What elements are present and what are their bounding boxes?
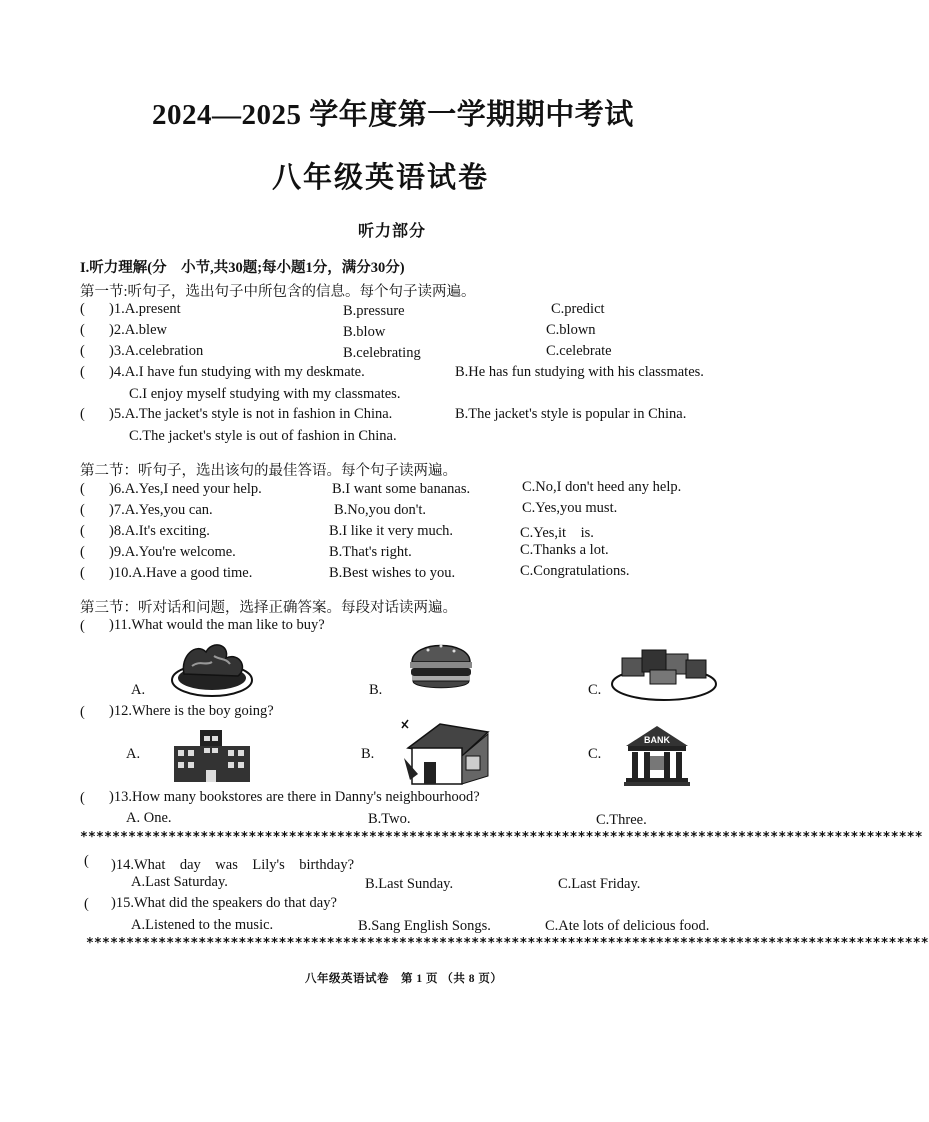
answer-paren[interactable]: ( bbox=[80, 322, 85, 338]
bank-icon bbox=[624, 724, 690, 788]
q9-option-a: )9.A.You're welcome. bbox=[109, 544, 236, 560]
q12-stem: )12.Where is the boy going? bbox=[109, 703, 274, 719]
answer-paren[interactable]: ( bbox=[80, 301, 85, 317]
q12-option-c: C. bbox=[588, 746, 602, 762]
answer-paren[interactable]: ( bbox=[80, 618, 85, 634]
q11-stem: )11.What would the man like to buy? bbox=[109, 617, 325, 633]
q1-option-a: )1.A.present bbox=[109, 301, 181, 317]
q14-stem: )14.What day was Lily's birthday? bbox=[111, 857, 355, 873]
q13-stem: )13.How many bookstores are there in Danny's neighbourhood? bbox=[109, 789, 480, 805]
q4-option-c: C.I enjoy myself studying with my classmates. bbox=[129, 386, 401, 402]
answer-paren[interactable]: ( bbox=[80, 704, 85, 720]
q14-option-b: B.Last Sunday. bbox=[365, 876, 454, 892]
q1-option-b: B.pressure bbox=[343, 303, 405, 319]
q11-option-a: A. bbox=[131, 682, 146, 698]
answer-paren[interactable]: ( bbox=[80, 502, 85, 518]
q3-option-c: C.celebrate bbox=[546, 343, 612, 359]
q13-option-a: A. One. bbox=[126, 810, 172, 826]
divider-stars: ********************************************************************************************************* bbox=[80, 830, 923, 845]
q4-option-a: )4.A.I have fun studying with my deskmate. bbox=[109, 364, 365, 380]
q13-option-b: B.Two. bbox=[368, 811, 411, 827]
answer-paren[interactable]: ( bbox=[80, 481, 85, 497]
q10-option-c: C.Congratulations. bbox=[520, 563, 630, 579]
q10-option-b: B.Best wishes to you. bbox=[329, 565, 456, 581]
answer-paren[interactable]: ( bbox=[84, 853, 89, 869]
q1-option-c: C.predict bbox=[551, 301, 605, 317]
q3-option-a: )3.A.celebration bbox=[109, 343, 204, 359]
q10-option-a: )10.A.Have a good time. bbox=[109, 565, 253, 581]
house-icon bbox=[400, 718, 492, 788]
svg-text:BANK: BANK bbox=[644, 735, 670, 745]
answer-paren[interactable]: ( bbox=[84, 896, 89, 912]
sec1-intro: 第一节:听句子，选出句子中所包含的信息。每个句子读两遍。 bbox=[80, 284, 476, 300]
answer-paren[interactable]: ( bbox=[80, 565, 85, 581]
q15-option-b: B.Sang English Songs. bbox=[358, 918, 491, 934]
q2-option-b: B.blow bbox=[343, 324, 386, 340]
fried-chicken-icon bbox=[170, 636, 254, 700]
q2-option-c: C.blown bbox=[546, 322, 596, 338]
q6-option-b: B.I want some bananas. bbox=[332, 481, 471, 497]
q2-option-a: )2.A.blew bbox=[109, 322, 167, 338]
sec3-intro: 第三节：听对话和问题，选择正确答案。每段对话读两遍。 bbox=[80, 600, 457, 616]
q11-option-c: C. bbox=[588, 682, 602, 698]
hamburger-icon bbox=[408, 636, 474, 694]
q9-option-c: C.Thanks a lot. bbox=[520, 542, 609, 558]
q9-option-b: B.That's right. bbox=[329, 544, 412, 560]
divider-stars: ********************************************************************************************************* bbox=[86, 936, 929, 951]
q14-option-a: A.Last Saturday. bbox=[131, 874, 228, 890]
page-footer: 八年级英语试卷 第 1 页 （共 8 页） bbox=[305, 973, 503, 985]
answer-paren[interactable]: ( bbox=[80, 544, 85, 560]
q13-option-c: C.Three. bbox=[596, 812, 647, 828]
q3-option-b: B.celebrating bbox=[343, 345, 421, 361]
sec2-intro: 第二节：听句子，选出该句的最佳答语。每个句子读两遍。 bbox=[80, 463, 457, 479]
q11-option-b: B. bbox=[369, 682, 383, 698]
answer-paren[interactable]: ( bbox=[80, 364, 85, 380]
q7-option-a: )7.A.Yes,you can. bbox=[109, 502, 213, 518]
q15-stem: )15.What did the speakers do that day? bbox=[111, 895, 337, 911]
q7-option-c: C.Yes,you must. bbox=[522, 500, 618, 516]
q6-option-a: )6.A.Yes,I need your help. bbox=[109, 481, 262, 497]
answer-paren[interactable]: ( bbox=[80, 343, 85, 359]
q4-option-b: B.He has fun studying with his classmates. bbox=[455, 364, 704, 380]
q5-option-a: )5.A.The jacket's style is not in fashion in China. bbox=[109, 406, 393, 422]
q8-option-b: B.I like it very much. bbox=[329, 523, 454, 539]
q8-option-a: )8.A.It's exciting. bbox=[109, 523, 210, 539]
q5-option-c: C.The jacket's style is out of fashion in China. bbox=[129, 428, 397, 444]
part1-heading: I.听力理解(分 小节,共30题;每小题1分，满分30分) bbox=[80, 260, 405, 276]
exam-title: 2024—2025 学年度第一学期期中考试 bbox=[152, 99, 634, 131]
q5-option-b: B.The jacket's style is popular in China. bbox=[455, 406, 687, 422]
q12-option-a: A. bbox=[126, 746, 141, 762]
section-title: 听力部分 bbox=[358, 223, 427, 240]
answer-paren[interactable]: ( bbox=[80, 790, 85, 806]
school-building-icon bbox=[172, 728, 252, 784]
q15-option-a: A.Listened to the music. bbox=[131, 917, 274, 933]
q6-option-c: C.No,I don't heed any help. bbox=[522, 479, 682, 495]
q15-option-c: C.Ate lots of delicious food. bbox=[545, 918, 710, 934]
answer-paren[interactable]: ( bbox=[80, 523, 85, 539]
q8-option-c: C.Yes,it is. bbox=[520, 525, 594, 541]
q7-option-b: B.No,you don't. bbox=[334, 502, 427, 518]
cakes-plate-icon bbox=[610, 640, 718, 702]
q12-option-b: B. bbox=[361, 746, 375, 762]
paper-subtitle: 八年级英语试卷 bbox=[272, 162, 490, 194]
answer-paren[interactable]: ( bbox=[80, 406, 85, 422]
q14-option-c: C.Last Friday. bbox=[558, 876, 641, 892]
